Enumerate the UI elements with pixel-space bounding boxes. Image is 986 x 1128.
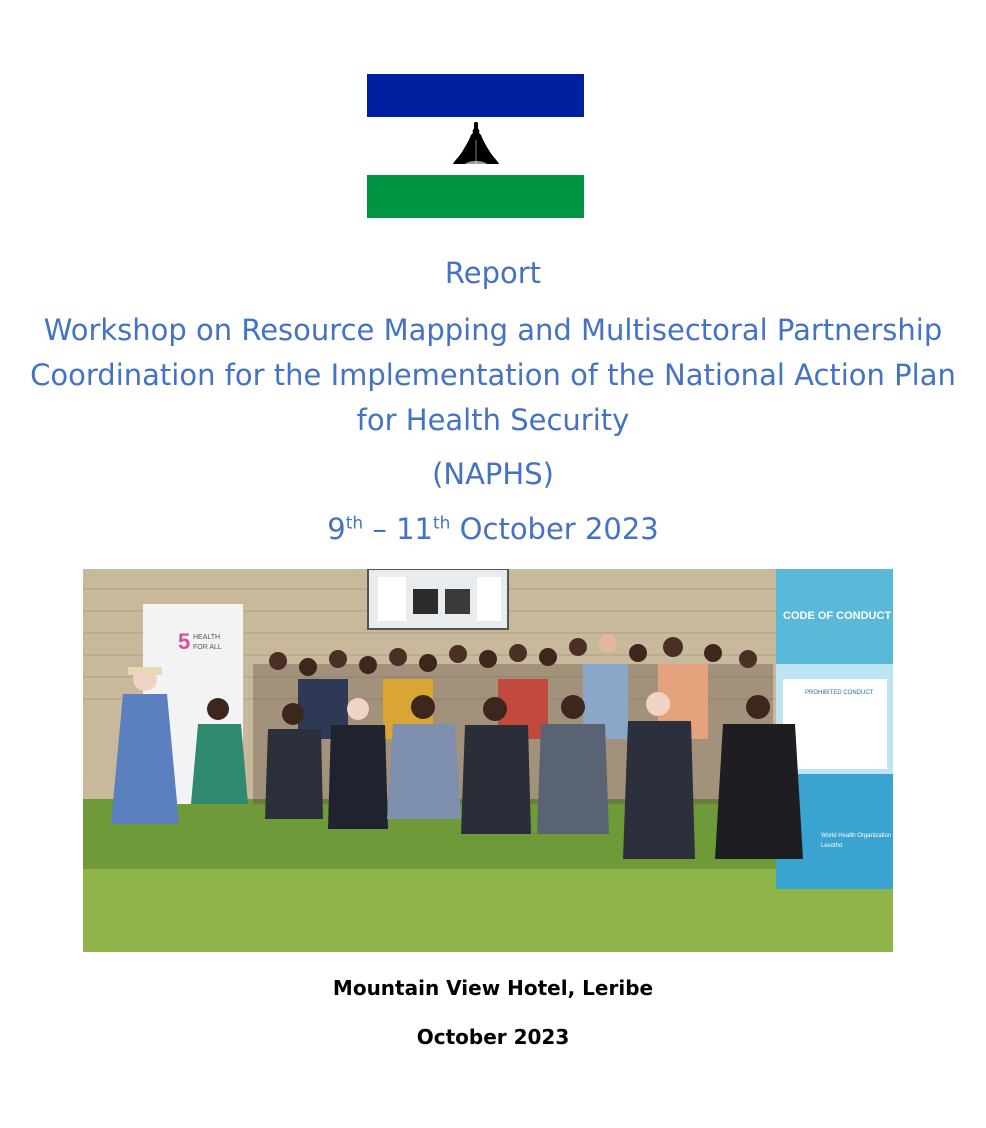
banner-right-title: CODE OF CONDUCT: [783, 610, 892, 622]
venue-label: Mountain View Hotel, Leribe: [332, 976, 654, 1000]
lesotho-flag: [367, 74, 584, 218]
banner-right-org: World Health Organization: [821, 833, 892, 839]
flag-blue-band: [367, 74, 584, 117]
date-end-day: 11: [396, 512, 433, 546]
date-start-suffix: th: [345, 513, 364, 534]
flag-green-band: [367, 175, 584, 218]
naphs-acronym: (NAPHS): [432, 457, 554, 491]
date-start-day: 9: [327, 512, 346, 546]
workshop-dates: [0, 509, 986, 549]
banner-left-text-1: HEALTH: [193, 634, 221, 641]
date-separator: –: [363, 512, 397, 546]
banner-left-number: 5: [178, 629, 191, 654]
banner-left-text-2: FOR ALL: [193, 644, 222, 651]
group-photo: [83, 569, 893, 952]
banner-right-section: PROHIBITED CONDUCT: [805, 690, 874, 696]
date-month-year: October 2023: [450, 512, 659, 546]
report-month-label: October 2023: [416, 1025, 570, 1049]
report-label: Report: [444, 256, 542, 290]
banner-right-country: Lesotho: [821, 843, 843, 849]
mokorotlo-hat-icon: [451, 120, 501, 172]
date-end-suffix: th: [433, 513, 451, 534]
workshop-title: Workshop on Resource Mapping and Multisectoral Partnership Coordination for the Implementation of the National Action Plan for Health Security: [30, 313, 956, 437]
